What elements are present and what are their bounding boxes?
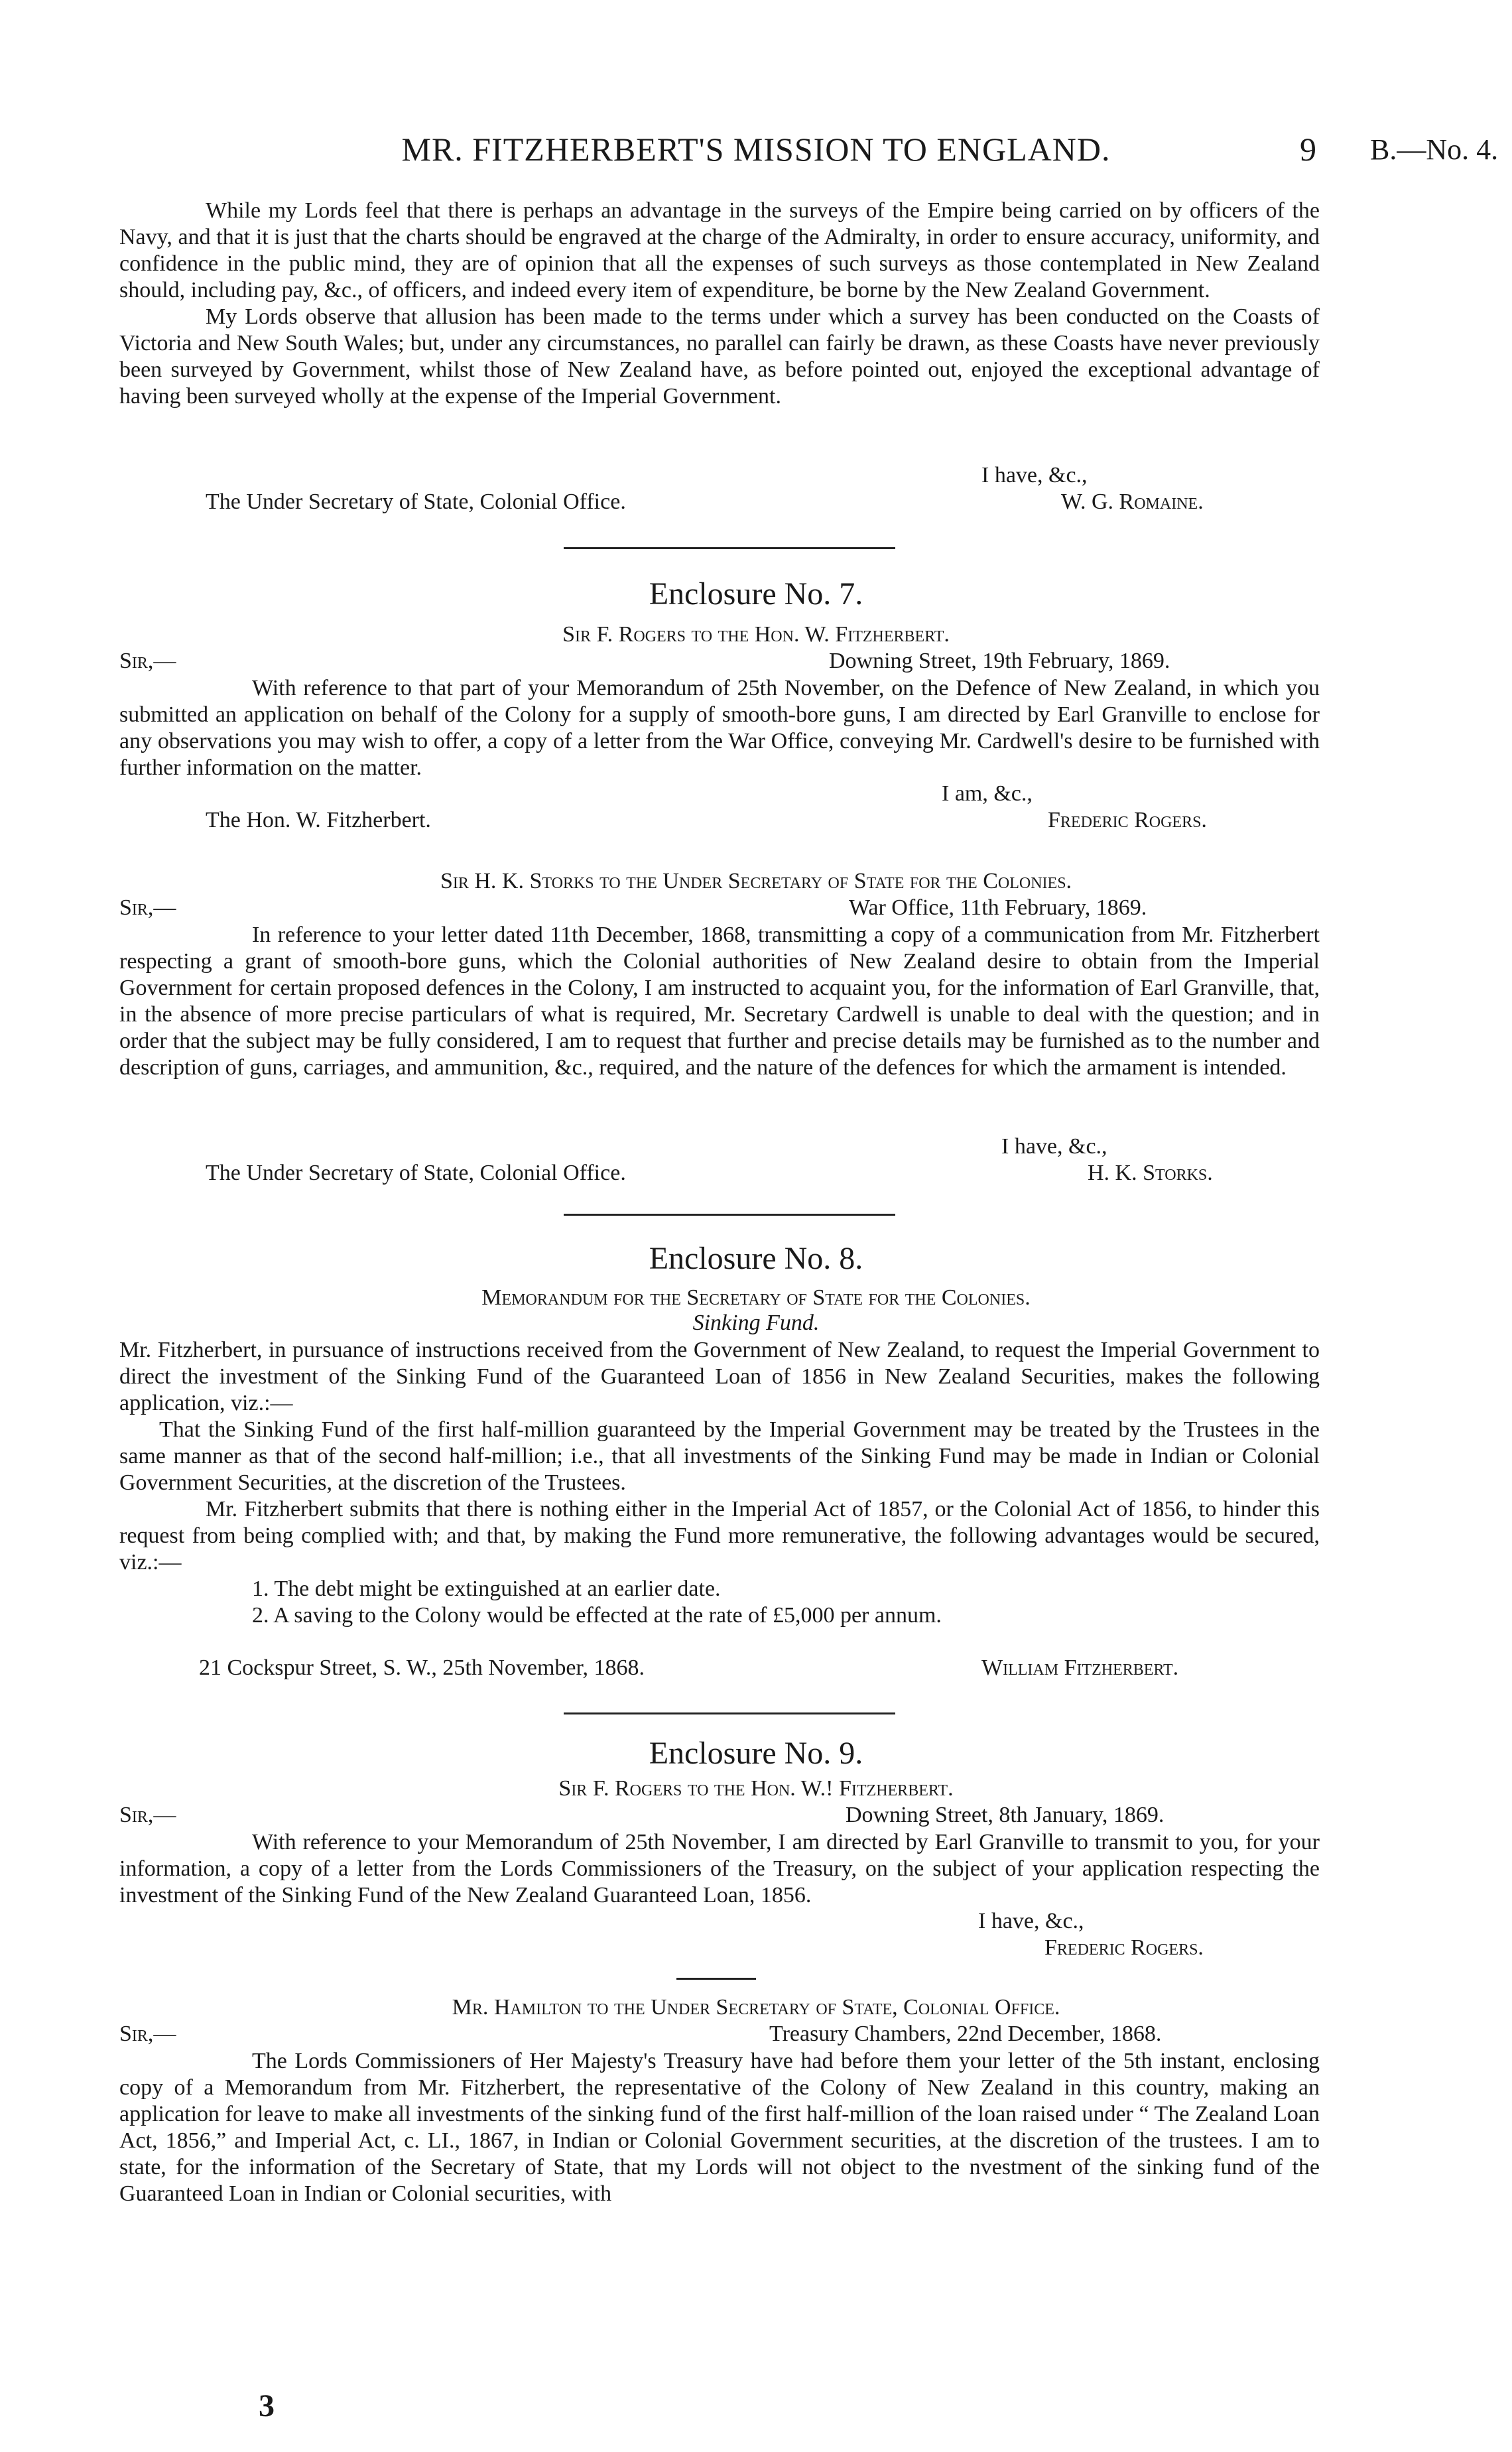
- signature-row: [119, 808, 1320, 834]
- letter-from-line: Sir F. Rogers to the Hon. W.! Fitzherbert.: [558, 1776, 954, 1801]
- signature: Frederic Rogers.: [1044, 1935, 1204, 1960]
- closing-row: [119, 781, 1320, 808]
- paragraph: My Lords observe that allusion has been made to the terms under which a survey has been conducted on the Coasts of Victoria and New South Wales; but, under any circumstances, no parallel can fairly be drawn, as these Coasts have never previously been surveyed by Government, whilst those of New Zealand have, as before pointed out, enjoyed the exceptional advantage of having been surveyed wholly at the expense of the Imperial Government.: [119, 304, 1320, 409]
- paragraph: Mr. Fitzherbert submits that there is nothing either in the Imperial Act of 1857, or the Colonial Act of 1856, to hinder this request from being complied with; and that, by making the Fund more remunerative, the following advantages would be secured, viz.:—: [119, 1497, 1320, 1575]
- opening-letter: [119, 198, 1320, 410]
- dateline: Treasury Chambers, 22nd December, 1868.: [769, 2022, 1162, 2046]
- paragraph: With reference to that part of your Memorandum of 25th November, on the Defence of New Zealand, in which you submitted an application on behalf of the Colony for a supply of smooth-bore guns, I am directed by Earl Granville to enclose for any observations you may wish to offer, a copy of a letter from the War Office, conveying Mr. Cardwell's desire to be furnished with further information on the matter.: [119, 676, 1320, 780]
- salutation-row: [119, 895, 1320, 922]
- closing: I have, &c.,: [978, 1909, 1084, 1933]
- memorandum-line: Memorandum for the Secretary of State for the Colonies.: [481, 1285, 1031, 1310]
- salutation-row: [119, 2022, 1320, 2048]
- closing-row: [119, 1909, 1320, 1935]
- letter-from-line: Mr. Hamilton to the Under Secretary of State, Colonial Office.: [452, 1995, 1060, 2020]
- signature: William Fitzherbert.: [981, 1655, 1179, 1680]
- salutation: Sir,—: [119, 2022, 176, 2046]
- enclosure-8-heading: Enclosure No. 8.: [649, 1241, 863, 1276]
- memorandum-body: [119, 1337, 1320, 1629]
- dateline: Downing Street, 8th January, 1869.: [846, 1803, 1165, 1827]
- signature: Frederic Rogers.: [1048, 808, 1207, 832]
- signature-row: [119, 1655, 1320, 1682]
- closing: I have, &c.,: [1001, 1134, 1107, 1159]
- signature: H. K. Storks.: [1088, 1161, 1213, 1185]
- salutation-row: [119, 649, 1320, 675]
- letter-body: [119, 1829, 1320, 1909]
- paragraph: In reference to your letter dated 11th December, 1868, transmitting a copy of a communication from Mr. Fitzherbert respecting a grant of smooth-bore guns, which the Colonial authorities of New Zealand desire to obtain from the Imperial Government for certain proposed defences in the Colony, I am instructed to acquaint you, for the information of Earl Granville, that, in the absence of more precise particulars of what is required, Mr. Secretary Cardwell is unable to deal with the question; and in order that the subject may be fully considered, I am to request that further and precise details may be furnished as to the number and description of guns, carriages, and ammunition, &c., required, and the nature of the defences for which the armament is intended.: [119, 923, 1320, 1080]
- dateline: Downing Street, 19th February, 1869.: [829, 649, 1170, 673]
- section-divider: [676, 1978, 756, 1980]
- signature-row: [119, 1161, 1320, 1187]
- paragraph: While my Lords feel that there is perhaps an advantage in the surveys of the Empire being carried on by officers of the Navy, and that it is just that the charts should be engraved at the charge of the Admiralty, in order to ensure accuracy, uniformity, and confidence in the public mind, they are of opinion that all the expenses of such surveys as those contemplated in New Zealand should, including pay, &c., of officers, and indeed every item of expenditure, be borne by the New Zealand Government.: [119, 198, 1320, 302]
- closing-row: [119, 1134, 1320, 1161]
- addressee: The Under Secretary of State, Colonial Office.: [206, 489, 626, 514]
- letter-body: [119, 2048, 1320, 2207]
- salutation: Sir,—: [119, 649, 176, 673]
- paragraph: The Lords Commissioners of Her Majesty's Treasury have had before them your letter of the 5th instant, enclosing copy of a Memorandum from Mr. Fitzherbert, the representative of the Colony of New Zealand in this country, making an application for leave to make all investments of the sinking fund of the first half-million of the loan raised under “ The Zealand Loan Act, 1856,” and Imperial Act, c. LI., 1867, in Indian or Colonial Government securities, at the discretion of the trustees. I am to state, for the information of the Secretary of State, that my Lords will not object to the nvestment of the sinking fund of the Guaranteed Loan in Indian or Colonial securities, with: [119, 2049, 1320, 2206]
- letter-from-line: Sir F. Rogers to the Hon. W. Fitzherbert.: [562, 622, 950, 647]
- list-item: 1. The debt might be extinguished at an earlier date.: [252, 1577, 721, 1601]
- salutation-row: [119, 1803, 1320, 1829]
- enclosure-9-heading: Enclosure No. 9.: [649, 1736, 863, 1771]
- addressee: The Under Secretary of State, Colonial Office.: [206, 1161, 626, 1185]
- paragraph: With reference to your Memorandum of 25th November, I am directed by Earl Granville to transmit to you, for your information, a copy of a letter from the Lords Commissioners of the Treasury, on the subject of your application respecting the investment of the Sinking Fund of the New Zealand Guaranteed Loan, 1856.: [119, 1830, 1320, 1907]
- list-item: 2. A saving to the Colony would be effected at the rate of £5,000 per annum.: [252, 1603, 942, 1628]
- running-header-title: MR. FITZHERBERT'S MISSION TO ENGLAND.: [401, 131, 1111, 168]
- section-divider: [564, 1214, 895, 1216]
- letter-from-line: Sir H. K. Storks to the Under Secretary of State for the Colonies.: [440, 869, 1072, 893]
- paragraph: That the Sinking Fund of the first half-million guaranteed by the Imperial Government may be treated by the Trustees in the same manner as that of the second half-million; i.e., that all investments of the Sinking Fund may be made in Indian or Colonial Government Securities, at the discretion of the Trustees.: [119, 1417, 1320, 1495]
- signature-mark: 3: [259, 2388, 275, 2423]
- letter-body: [119, 922, 1320, 1081]
- closing-row: [119, 463, 1320, 489]
- dateline: War Office, 11th February, 1869.: [849, 895, 1147, 920]
- enclosure-7-heading: Enclosure No. 7.: [649, 576, 863, 612]
- section-divider: [564, 547, 895, 549]
- addressee: The Hon. W. Fitzherbert.: [206, 808, 431, 832]
- salutation: Sir,—: [119, 895, 176, 920]
- closing: I am, &c.,: [942, 781, 1033, 806]
- signature-row: [119, 1935, 1320, 1962]
- paragraph: Mr. Fitzherbert, in pursuance of instructions received from the Government of New Zealand, to request the Imperial Government to direct the investment of the Sinking Fund of the Guaranteed Loan of 1856 in New Zealand Securities, makes the following application, viz.:—: [119, 1338, 1320, 1415]
- section-divider: [564, 1712, 895, 1714]
- signature-row: [119, 489, 1320, 516]
- closing: I have, &c.,: [981, 463, 1088, 487]
- letter-body: [119, 675, 1320, 781]
- page-number: 9: [1300, 131, 1316, 168]
- signature: W. G. Romaine.: [1061, 489, 1204, 514]
- salutation: Sir,—: [119, 1803, 176, 1827]
- memorandum-subtitle: Sinking Fund.: [692, 1311, 820, 1335]
- address: 21 Cockspur Street, S. W., 25th November, 1868.: [199, 1655, 645, 1680]
- paper-reference: B.—No. 4.: [1370, 133, 1499, 166]
